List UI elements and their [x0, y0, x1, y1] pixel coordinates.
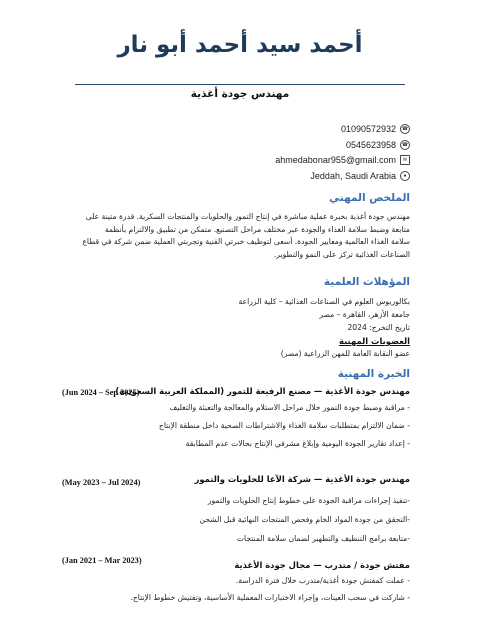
education-university: جامعة الأزهر، القاهرة – مصر [319, 310, 410, 319]
phone-icon: ☎ [400, 140, 410, 150]
phone-icon: ☎ [400, 124, 410, 134]
education-degree: بكالوريوس العلوم في الصناعات الغذائية – كلية الزراعة [238, 297, 410, 306]
email-text: ahmedabonar955@gmail.com [275, 155, 396, 165]
summary-line: الصناعات الغذائية تركز على النمو والتطوير. [273, 249, 410, 259]
job-2-bullet: -متابعة برامج التنظيف والتطهير لضمان سلامة المنتجات [236, 534, 410, 543]
job-2-bullet: -تنفيذ إجراءات مراقبة الجودة على خطوط إنتاج الحلويات والتمور [207, 496, 410, 505]
experience-heading: الخبرة المهنية [337, 368, 410, 380]
job-2-title: مهندس جودة الأغذية — شركة الآغا للحلويات والتمور [194, 474, 410, 484]
summary-line: مهندس جودة أغذية بخبرة عملية مباشرة في إنتاج التمور والحلويات والمنتجات السكرية. قدرة متينة على [85, 212, 410, 221]
contact-phone2 [170, 140, 410, 150]
education-heading: المؤهلات العلمية [323, 276, 410, 288]
job-1-date: (Jun 2024 – Sep 2025) [62, 388, 140, 397]
job-title: مهندس جودة أغذية [190, 88, 290, 100]
job-3-date: (Jan 2021 – Mar 2023) [62, 556, 142, 565]
job-2-date: (May 2023 – Jul 2024) [62, 478, 141, 487]
membership-item: عضو النقابة العامة للمهن الزراعية (مصر) [280, 349, 410, 358]
candidate-name: أحمد سيد أحمد أبو نار [117, 32, 363, 58]
header-divider [75, 84, 405, 85]
summary-paragraph [70, 211, 410, 261]
summary-line: سلامة الغذاء العالمية ومعايير الجودة. أسعى لتوظيف خبرتي الفنية وتجربتي العملية ضمن شركة في قطاع [82, 237, 410, 247]
location-text: Jeddah, Saudi Arabia [310, 171, 396, 181]
mail-icon: ✉ [400, 155, 410, 165]
summary-line: متابعة وضبط سلامة الغذاء والجودة عبر مختلف مراحل التصنيع. متمكن من تطبيق والالتزام بأنظمة [104, 224, 410, 234]
job-1-title: مهندس جودة الأغذية — مصنع الرفيعة للتمور (المملكة العربية السعودية) [115, 386, 410, 396]
job-3-title: مفتش جودة / متدرب — مجال جودة الأغذية [234, 560, 410, 570]
contact-phone1 [170, 124, 410, 134]
job-2-bullet: -التحقق من جودة المواد الخام وفحص المنتجات النهائية قبل الشحن [199, 515, 410, 524]
phone1-text: 01090572932 [340, 124, 396, 134]
job-1-bullet: - مراقبة وضبط جودة التمور خلال مراحل الاستلام والمعالجة والتعبئة والتغليف [169, 403, 410, 412]
job-1-bullet: - ضمان الالتزام بمتطلبات سلامة الغذاء والاشتراطات الصحية داخل منطقة الإنتاج [158, 421, 410, 430]
location-pin-icon: ● [400, 171, 410, 181]
job-3-bullet: - شاركت في سحب العينات، وإجراء الاختبارات المعملية الأساسية، وتفتيش خطوط الإنتاج. [130, 593, 410, 602]
contact-location [170, 171, 410, 181]
memberships-label: العضويات المهنية [339, 336, 410, 346]
phone2-text: 0545623958 [345, 140, 396, 150]
job-3-bullet: - عملت كمفتش جودة أغذية/متدرب خلال فترة الدراسة. [235, 576, 410, 585]
summary-heading: الملخص المهني [329, 192, 410, 204]
job-1-bullet: - إعداد تقارير الجودة اليومية وإبلاغ مشرفي الإنتاج بحالات عدم المطابقة [185, 439, 410, 448]
education-graduation: تاريخ التخرج: 2024 [347, 323, 410, 332]
contact-email [170, 155, 410, 165]
